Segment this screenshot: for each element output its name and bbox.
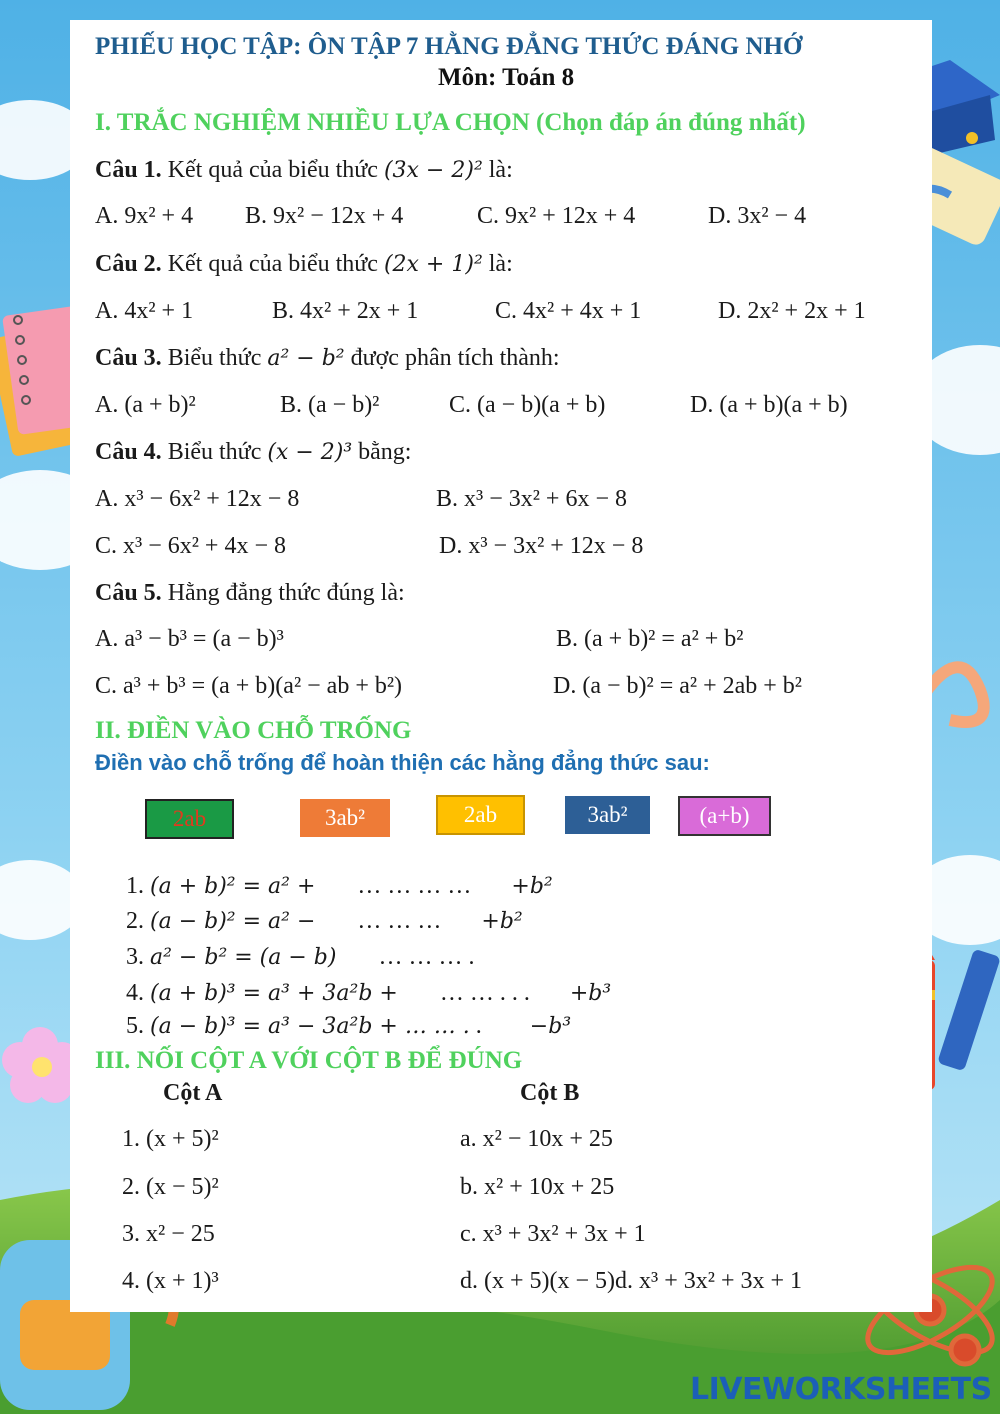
column-b-item-b[interactable]: b. x² + 10x + 25 xyxy=(460,1174,615,1200)
question-text: Kết quả của biểu thức xyxy=(167,251,378,277)
option-1a[interactable]: A. 9x² + 4 xyxy=(95,203,194,229)
question-4 xyxy=(95,439,411,466)
blank-slot[interactable]: … … … . xyxy=(378,944,475,970)
question-text: Biểu thức xyxy=(167,439,262,465)
fill-item-3: 3. a² − b² = (a − b) … … … . xyxy=(126,944,475,970)
column-b-title: Cột B xyxy=(520,1080,580,1106)
question-text: Biểu thức xyxy=(167,345,262,371)
answer-chip-3ab2-orange[interactable] xyxy=(300,799,390,837)
chip-label: 2ab xyxy=(172,806,207,831)
question-text: Kết quả của biểu thức xyxy=(167,157,378,183)
fill-instruction: Điền vào chỗ trống để hoàn thiện các hằng đẳng thức sau: xyxy=(95,750,710,775)
fill-item-4: 4. (a + b)³ = a³ + 3a²b + … … . . . +b³ xyxy=(126,980,612,1006)
blank-slot[interactable]: … … … … xyxy=(357,873,472,899)
option-1d[interactable]: D. 3x² − 4 xyxy=(708,203,807,229)
column-b-item-c[interactable]: c. x³ + 3x² + 3x + 1 xyxy=(460,1221,646,1247)
option-5c[interactable]: C. a³ + b³ = (a + b)(a² − ab + b²) xyxy=(95,673,403,699)
column-b-item-a[interactable]: a. x² − 10x + 25 xyxy=(460,1126,613,1152)
column-a-item-2[interactable]: 2. (x − 5)² xyxy=(122,1174,219,1200)
question-label: Câu 5. xyxy=(95,580,162,606)
option-2b[interactable]: B. 4x² + 2x + 1 xyxy=(272,298,419,324)
section-2-heading: II. ĐIỀN VÀO CHỖ TRỐNG xyxy=(95,717,412,744)
question-expression: (3x − 2)² xyxy=(383,158,483,183)
answer-chip-2ab-yellow[interactable] xyxy=(436,795,525,835)
chip-label: 2ab xyxy=(463,802,498,827)
question-expression: (x − 2)³ xyxy=(267,440,353,465)
option-2a[interactable]: A. 4x² + 1 xyxy=(95,298,194,324)
blank-slot[interactable]: . xyxy=(475,1013,482,1039)
column-b-item-d[interactable]: d. (x + 5)(x − 5)d. x³ + 3x² + 3x + 1 xyxy=(460,1268,803,1294)
question-text: Hằng đẳng thức đúng là: xyxy=(167,580,405,606)
option-3a[interactable]: A. (a + b)² xyxy=(95,392,196,418)
option-5a[interactable]: A. a³ − b³ = (a − b)³ xyxy=(95,626,284,652)
section-3-heading: III. NỐI CỘT A VỚI CỘT B ĐỂ ĐÚNG xyxy=(95,1047,523,1074)
option-5b[interactable]: B. (a + b)² = a² + b² xyxy=(556,626,744,652)
option-5d[interactable]: D. (a − b)² = a² + 2ab + b² xyxy=(553,673,802,699)
blank-slot[interactable]: … … . . . xyxy=(439,980,530,1006)
option-3c[interactable]: C. (a − b)(a + b) xyxy=(449,392,606,418)
question-suffix: là: xyxy=(488,157,513,183)
question-label: Câu 4. xyxy=(95,439,162,465)
question-5 xyxy=(95,580,405,607)
question-suffix: bằng: xyxy=(358,439,412,465)
option-1b[interactable]: B. 9x² − 12x + 4 xyxy=(245,203,404,229)
chip-label: (a+b) xyxy=(699,803,750,828)
question-label: Câu 2. xyxy=(95,251,162,277)
option-2d[interactable]: D. 2x² + 2x + 1 xyxy=(718,298,866,324)
liveworksheets-logo: LIVEWORKSHEETS xyxy=(690,1372,992,1407)
answer-chip-apb-pink[interactable] xyxy=(678,796,771,836)
section-1-heading: I. TRẮC NGHIỆM NHIỀU LỰA CHỌN (Chọn đáp án đúng nhất) xyxy=(95,109,806,136)
question-label: Câu 1. xyxy=(95,157,162,183)
fill-item-2: 2. (a − b)² = a² − … … … +b² xyxy=(126,908,523,934)
option-4a[interactable]: A. x³ − 6x² + 12x − 8 xyxy=(95,486,300,512)
answer-chip-2ab-green[interactable] xyxy=(145,799,234,839)
subject-label: Môn: Toán 8 xyxy=(438,64,575,91)
column-a-title: Cột A xyxy=(163,1080,223,1106)
option-3d[interactable]: D. (a + b)(a + b) xyxy=(690,392,848,418)
option-4d[interactable]: D. x³ − 3x² + 12x − 8 xyxy=(439,533,644,559)
option-4b[interactable]: B. x³ − 3x² + 6x − 8 xyxy=(436,486,628,512)
chip-label: 3ab² xyxy=(587,802,628,827)
question-expression: a² − b² xyxy=(267,346,345,371)
question-2 xyxy=(95,251,513,278)
answer-chip-3ab2-blue[interactable] xyxy=(565,796,650,834)
column-a-item-3[interactable]: 3. x² − 25 xyxy=(122,1221,215,1247)
fill-item-5: 5. (a − b)³ = a³ − 3a²b + … … . . −b³ xyxy=(126,1013,572,1039)
option-1c[interactable]: C. 9x² + 12x + 4 xyxy=(477,203,636,229)
question-3 xyxy=(95,345,560,372)
option-2c[interactable]: C. 4x² + 4x + 1 xyxy=(495,298,642,324)
question-1 xyxy=(95,157,513,184)
page-title: PHIẾU HỌC TẬP: ÔN TẬP 7 HẰNG ĐẲNG THỨC ĐÁNG NHỚ xyxy=(95,33,803,60)
column-a-item-4[interactable]: 4. (x + 1)³ xyxy=(122,1268,219,1294)
question-expression: (2x + 1)² xyxy=(383,252,483,277)
question-suffix: là: xyxy=(488,251,513,277)
option-3b[interactable]: B. (a − b)² xyxy=(280,392,380,418)
column-a-item-1[interactable]: 1. (x + 5)² xyxy=(122,1126,219,1152)
question-label: Câu 3. xyxy=(95,345,162,371)
fill-item-1: 1. (a + b)² = a² + … … … … +b² xyxy=(126,873,553,899)
chip-label: 3ab² xyxy=(324,805,366,830)
question-suffix: được phân tích thành: xyxy=(350,345,560,371)
option-4c[interactable]: C. x³ − 6x² + 4x − 8 xyxy=(95,533,287,559)
blank-slot[interactable]: … … … xyxy=(357,908,442,934)
